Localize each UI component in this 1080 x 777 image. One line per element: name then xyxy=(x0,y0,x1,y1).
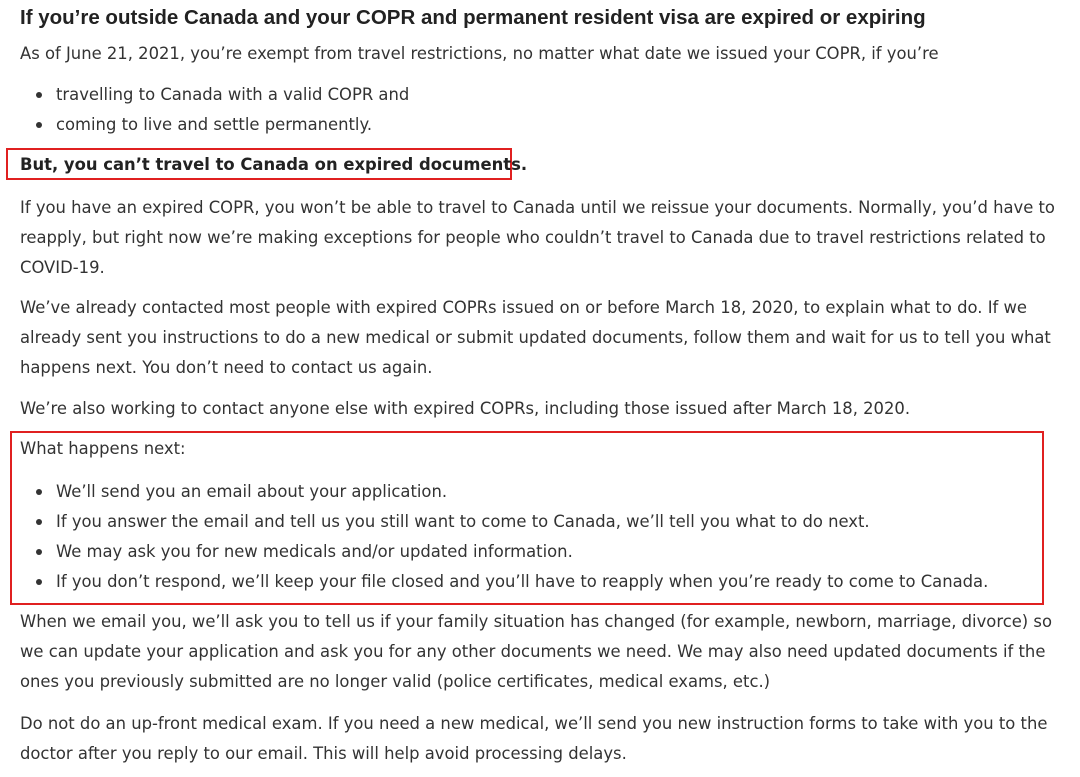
highlighted-warning-box xyxy=(6,148,528,180)
list-item: coming to live and settle permanently. xyxy=(20,110,409,140)
list-item: We may ask you for new medicals and/or updated information. xyxy=(20,537,988,567)
list-item: If you answer the email and tell us you still want to come to Canada, we’ll tell you what to do next. xyxy=(20,507,988,537)
list-item: If you don’t respond, we’ll keep your file closed and you’ll have to reapply when you’re ready to come to Canada. xyxy=(20,567,988,597)
intro-paragraph: As of June 21, 2021, you’re exempt from travel restrictions, no matter what date we issued your COPR, if you’re xyxy=(20,44,939,63)
warning-text: But, you can’t travel to Canada on expired documents. xyxy=(20,155,528,174)
list-item: We’ll send you an email about your application. xyxy=(20,477,988,507)
next-steps-title: What happens next: xyxy=(20,439,186,458)
medical-exam-paragraph: Do not do an up-front medical exam. If you need a new medical, we’ll send you new instruction forms to take with you to the doctor after you reply to our email. This will help avoid processing delays. xyxy=(20,714,1048,763)
working-to-contact-paragraph: We’re also working to contact anyone else with expired COPRs, including those issued after March 18, 2020. xyxy=(20,399,911,418)
family-situation-paragraph: When we email you, we’ll ask you to tell us if your family situation has changed (for example, newborn, marriage, divorce) so we can update your application and ask you for any other documents we need. We may also need updated documents if the ones you previously submitted are no longer valid (police certificates, medical exams, etc.) xyxy=(20,612,1052,691)
conditions-list xyxy=(20,80,409,140)
expired-copr-paragraph: If you have an expired COPR, you won’t be able to travel to Canada until we reissue your documents. Normally, you’d have to reapply, but right now we’re making exceptions for people who couldn’t travel to Canada due to travel restrictions related to COVID-19. xyxy=(20,198,1055,277)
list-item: travelling to Canada with a valid COPR and xyxy=(20,80,409,110)
next-steps-list xyxy=(20,477,988,597)
section-heading: If you’re outside Canada and your COPR and permanent resident visa are expired or expiring xyxy=(20,6,926,29)
already-contacted-paragraph: We’ve already contacted most people with expired COPRs issued on or before March 18, 2020, to explain what to do. If we already sent you instructions to do a new medical or submit updated documents, follow them and wait for us to tell you what happens next. You don’t need to contact us again. xyxy=(20,298,1051,377)
